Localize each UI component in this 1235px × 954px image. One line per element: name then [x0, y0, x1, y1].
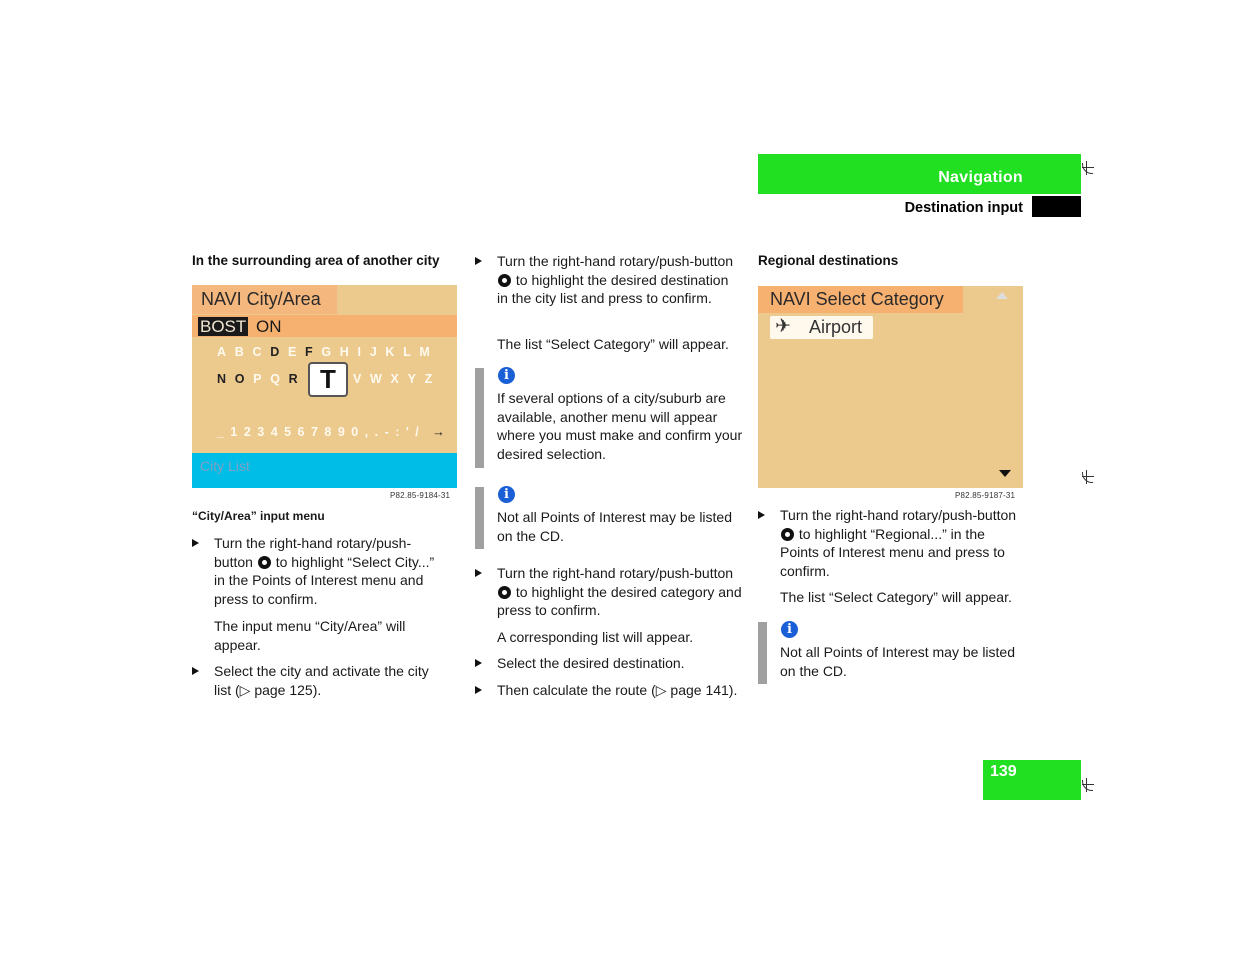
figure-code: P82.85-9187-31 — [955, 491, 1016, 500]
info-bar — [758, 622, 767, 684]
page-number: 139 — [990, 763, 1017, 780]
letter-row-2: NOPQR — [217, 372, 307, 386]
info-text: Not all Points of Interest may be listed on the CD. — [780, 644, 1015, 679]
rotary-button-icon — [258, 556, 271, 569]
screen-title: NAVI City/Area — [201, 289, 321, 309]
subsection-title: Destination input — [904, 200, 1023, 216]
instruction-step: Turn the right-hand rotary/push-button to highlight “Regional...” in the Points of Interest menu and press to confirm. — [758, 506, 1023, 580]
bullet-arrow-icon — [475, 257, 482, 265]
section-title: Navigation — [938, 169, 1023, 186]
bullet-arrow-icon — [192, 667, 199, 675]
subsection-marker — [1032, 196, 1081, 217]
section-heading: Regional destinations — [758, 253, 899, 268]
bullet-arrow-icon — [475, 569, 482, 577]
result-text: The list “Select Category” will appear. — [780, 589, 1012, 605]
rotary-button-icon — [781, 528, 794, 541]
info-text: If several options of a city/suburb are available, another menu will appear where you must make and confirm your desired selection. — [497, 390, 743, 462]
crop-mark-icon — [1080, 470, 1094, 484]
bullet-arrow-icon — [475, 686, 482, 694]
digits-row: _ 1 2 3 4 5 6 7 8 9 0 , . - : ' / — [217, 425, 421, 439]
entry-highlight: BOST — [200, 317, 247, 336]
instruction-step: Select the desired destination. — [475, 654, 745, 673]
scroll-up-icon — [996, 292, 1008, 299]
letter-row-1: ABCDEFGHIJKLM — [217, 345, 439, 359]
entry-rest: ON — [256, 317, 282, 336]
arrow-right-icon: → — [432, 424, 445, 439]
scroll-down-icon — [999, 470, 1011, 477]
rotary-button-icon — [498, 586, 511, 599]
letter-row-2-rest: VWXYZ — [353, 372, 441, 386]
bullet-arrow-icon — [758, 511, 765, 519]
rotary-button-icon — [498, 274, 511, 287]
result-text: A corresponding list will appear. — [497, 629, 694, 645]
crop-mark-icon — [1080, 778, 1094, 792]
figure-code: P82.85-9184-31 — [390, 491, 451, 500]
instruction-step: Turn the right-hand rotary/push-button to highlight the desired destination in the city list and press to confirm. — [475, 252, 745, 308]
info-bar — [475, 368, 484, 468]
bullet-arrow-icon — [475, 659, 482, 667]
crop-mark-icon — [1080, 161, 1094, 175]
info-icon: i — [781, 621, 798, 638]
result-text: The input menu “City/Area” will appear. — [214, 618, 406, 653]
info-text: Not all Points of Interest may be listed on the CD. — [497, 509, 732, 544]
airplane-icon: ✈ — [775, 316, 791, 337]
instruction-step: Turn the right-hand rotary/push-button to highlight the desired category and press to confirm. — [475, 564, 745, 620]
screen-title: NAVI Select Category — [770, 289, 944, 309]
bullet-arrow-icon — [192, 539, 199, 547]
info-icon: i — [498, 486, 515, 503]
instruction-step: Turn the right-hand rotary/push-button to highlight “Select City...” in the Points of Interest menu and press to confirm. — [192, 534, 442, 608]
instruction-step: Select the city and activate the city list (▷ page 125). — [192, 662, 442, 699]
result-text: The list “Select Category” will appear. — [497, 336, 729, 352]
category-item-airport — [770, 316, 873, 339]
instruction-step: Then calculate the route (▷ page 141). — [475, 681, 745, 700]
info-bar — [475, 487, 484, 549]
city-area-screen — [192, 285, 457, 488]
section-heading: In the surrounding area of another city — [192, 253, 440, 268]
select-category-screen — [758, 286, 1023, 488]
selected-letter: T — [308, 362, 348, 397]
category-item-label: Airport — [809, 317, 863, 337]
figure-caption: “City/Area” input menu — [192, 509, 325, 523]
city-list-label: City List — [200, 458, 250, 474]
info-icon: i — [498, 367, 515, 384]
